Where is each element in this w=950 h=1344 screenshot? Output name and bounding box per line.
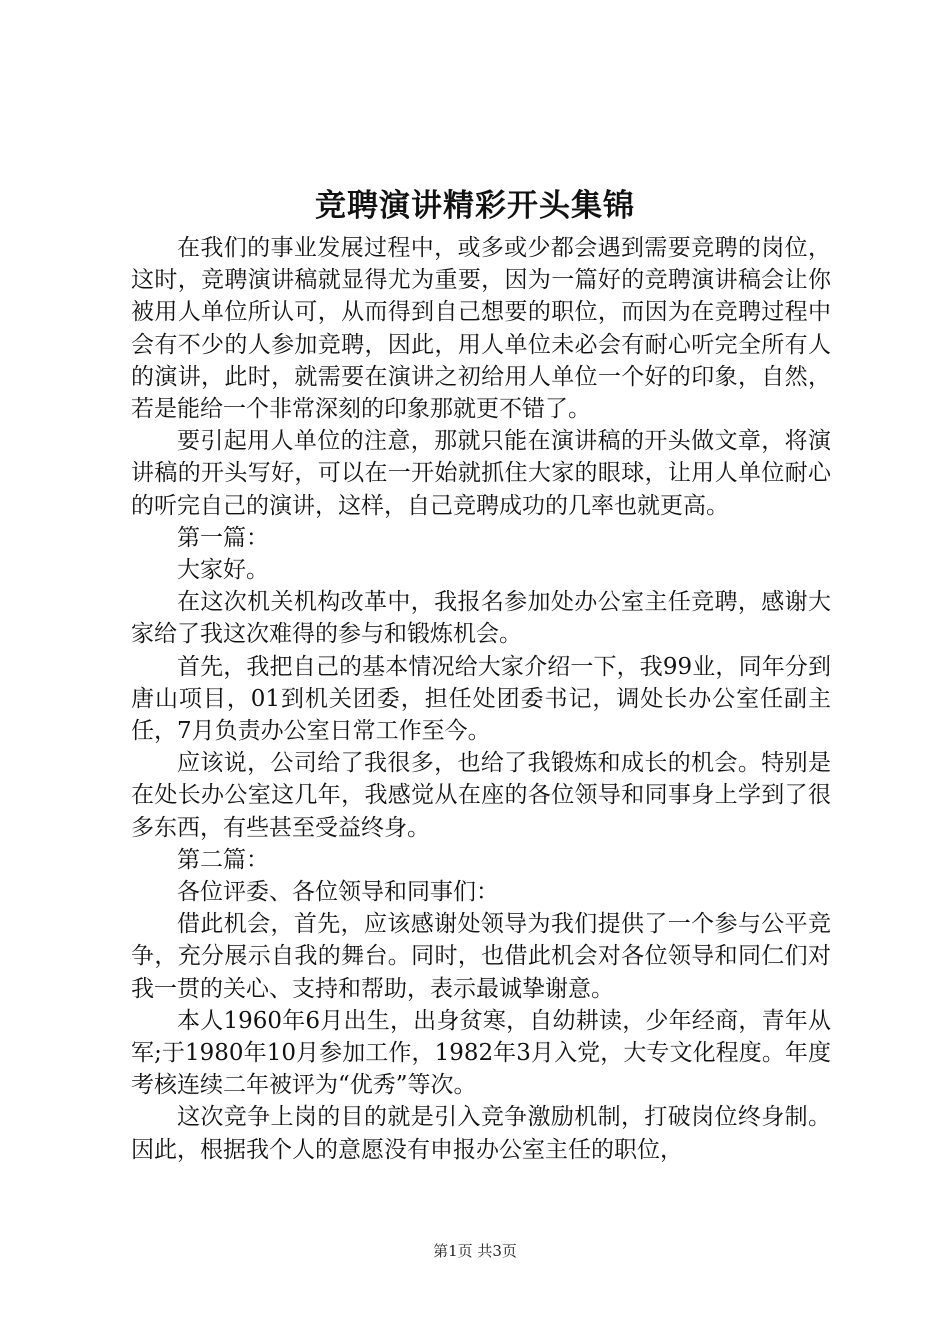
section-heading: 第一篇： bbox=[177, 524, 269, 551]
paragraph: 应该说，公司给了我很多，也给了我锻炼和成长的机会。特别是在处长办公室这几年，我感觉从在座的各位领导和同事身上学到了很多东西，有些甚至受益终身。 bbox=[131, 750, 831, 841]
page-footer: 第1页 共3页 bbox=[433, 1242, 517, 1260]
paragraph: 在这次机关机构改革中，我报名参加处办公室主任竞聘，感谢大家给了我这次难得的参与和锻炼机会。 bbox=[131, 589, 831, 648]
document-body bbox=[131, 232, 831, 1166]
paragraph: 首先，我把自己的基本情况给大家介绍一下，我99业，同年分到唐山项目，01到机关团委，担任处团委书记，调处长办公室任副主任，7月负责办公室日常工作至今。 bbox=[131, 653, 831, 745]
paragraph: 各位评委、各位领导和同事们： bbox=[177, 879, 499, 906]
paragraph: 在我们的事业发展过程中，或多或少都会遇到需要竞聘的岗位，这时，竞聘演讲稿就显得尤为重要，因为一篇好的竞聘演讲稿会让你被用人单位所认可，从而得到自己想要的职位，而因为在竞聘过程中会有不少的人参加竞聘，因此，用人单位未必会有耐心听完全所有人的演讲，此时，就需要在演讲之初给用人单位一个好的印象，自然，若是能给一个非常深刻的印象那就更不错了。 bbox=[131, 235, 831, 423]
section-heading: 第二篇： bbox=[177, 846, 269, 873]
paragraph: 要引起用人单位的注意，那就只能在演讲稿的开头做文章，将演讲稿的开头写好，可以在一开始就抓住大家的眼球，让用人单位耐心的听完自己的演讲，这样，自己竞聘成功的几率也就更高。 bbox=[131, 428, 831, 519]
paragraph: 本人1960年6月出生，出身贫寒，自幼耕读，少年经商，青年从军;于1980年10月参加工作，1982年3月入党，大专文化程度。年度考核连续二年被评为“优秀”等次。 bbox=[131, 1007, 831, 1099]
paragraph: 借此机会，首先，应该感谢处领导为我们提供了一个参与公平竞争，充分展示自我的舞台。同时，也借此机会对各位领导和同仁们对我一贯的关心、支持和帮助，表示最诚挚谢意。 bbox=[131, 911, 831, 1002]
paragraph: 大家好。 bbox=[177, 557, 269, 584]
paragraph: 这次竞争上岗的目的就是引入竞争激励机制，打破岗位终身制。因此，根据我个人的意愿没有申报办公室主任的职位， bbox=[131, 1104, 831, 1163]
document-title: 竞聘演讲精彩开头集锦 bbox=[315, 188, 635, 224]
